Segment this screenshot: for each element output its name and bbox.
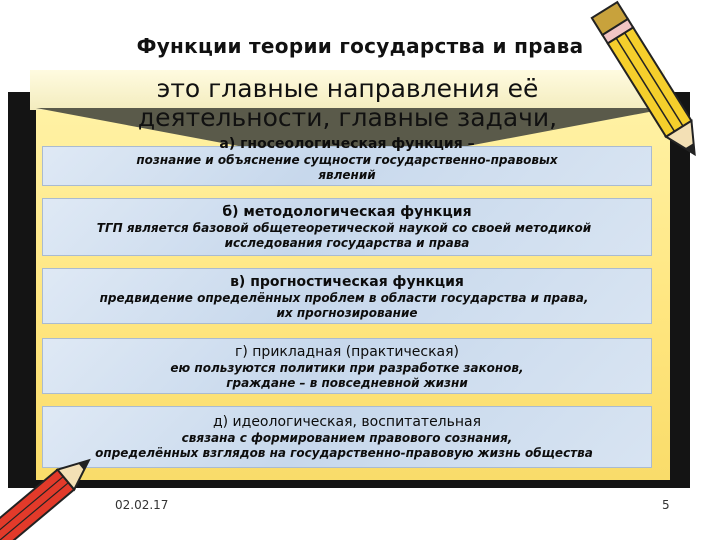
function-heading: в) прогностическая функция bbox=[230, 274, 464, 290]
function-box-gnoseological bbox=[42, 136, 652, 186]
pencil-icon bbox=[590, 0, 720, 175]
function-description-line: ею пользуются политики при разработке законов, bbox=[170, 361, 524, 375]
function-heading: д) идеологическая, воспитательная bbox=[212, 414, 482, 430]
function-description-line: исследования государства и права bbox=[224, 236, 470, 250]
function-heading: г) прикладная (практическая) bbox=[235, 344, 459, 360]
function-description-line: определённых взглядов на государственно-правовую жизнь общества bbox=[95, 446, 593, 460]
function-box-methodological bbox=[42, 198, 652, 256]
function-description-line: связана с формированием правового сознания, bbox=[181, 431, 513, 445]
function-box-prognostic bbox=[42, 268, 652, 324]
subtitle-line-1: это главные направления её bbox=[156, 74, 539, 103]
function-description-line: граждане – в повседневной жизни bbox=[226, 376, 468, 390]
function-description-line: явлений bbox=[318, 168, 376, 182]
function-description-line: ТГП является базовой общетеоретической наукой со своей методикой bbox=[96, 221, 592, 235]
function-description-line: их прогнозирование bbox=[276, 306, 418, 320]
slide-date: 02.02.17 bbox=[115, 498, 169, 512]
function-box-ideological bbox=[42, 406, 652, 468]
function-heading: б) методологическая функция bbox=[222, 204, 472, 220]
function-description-line: предвидение определённых проблем в области государства и права, bbox=[99, 291, 589, 305]
pencil-icon bbox=[0, 440, 110, 540]
function-box-applied bbox=[42, 338, 652, 394]
function-heading: а) гносеологическая функция – bbox=[219, 136, 475, 152]
slide-title: Функции теории государства и права bbox=[136, 34, 584, 58]
page-number: 5 bbox=[662, 498, 670, 512]
subtitle-line-2: деятельности, главные задачи, bbox=[137, 103, 558, 132]
function-description-line: познание и объяснение сущности государственно-правовых bbox=[136, 153, 558, 167]
